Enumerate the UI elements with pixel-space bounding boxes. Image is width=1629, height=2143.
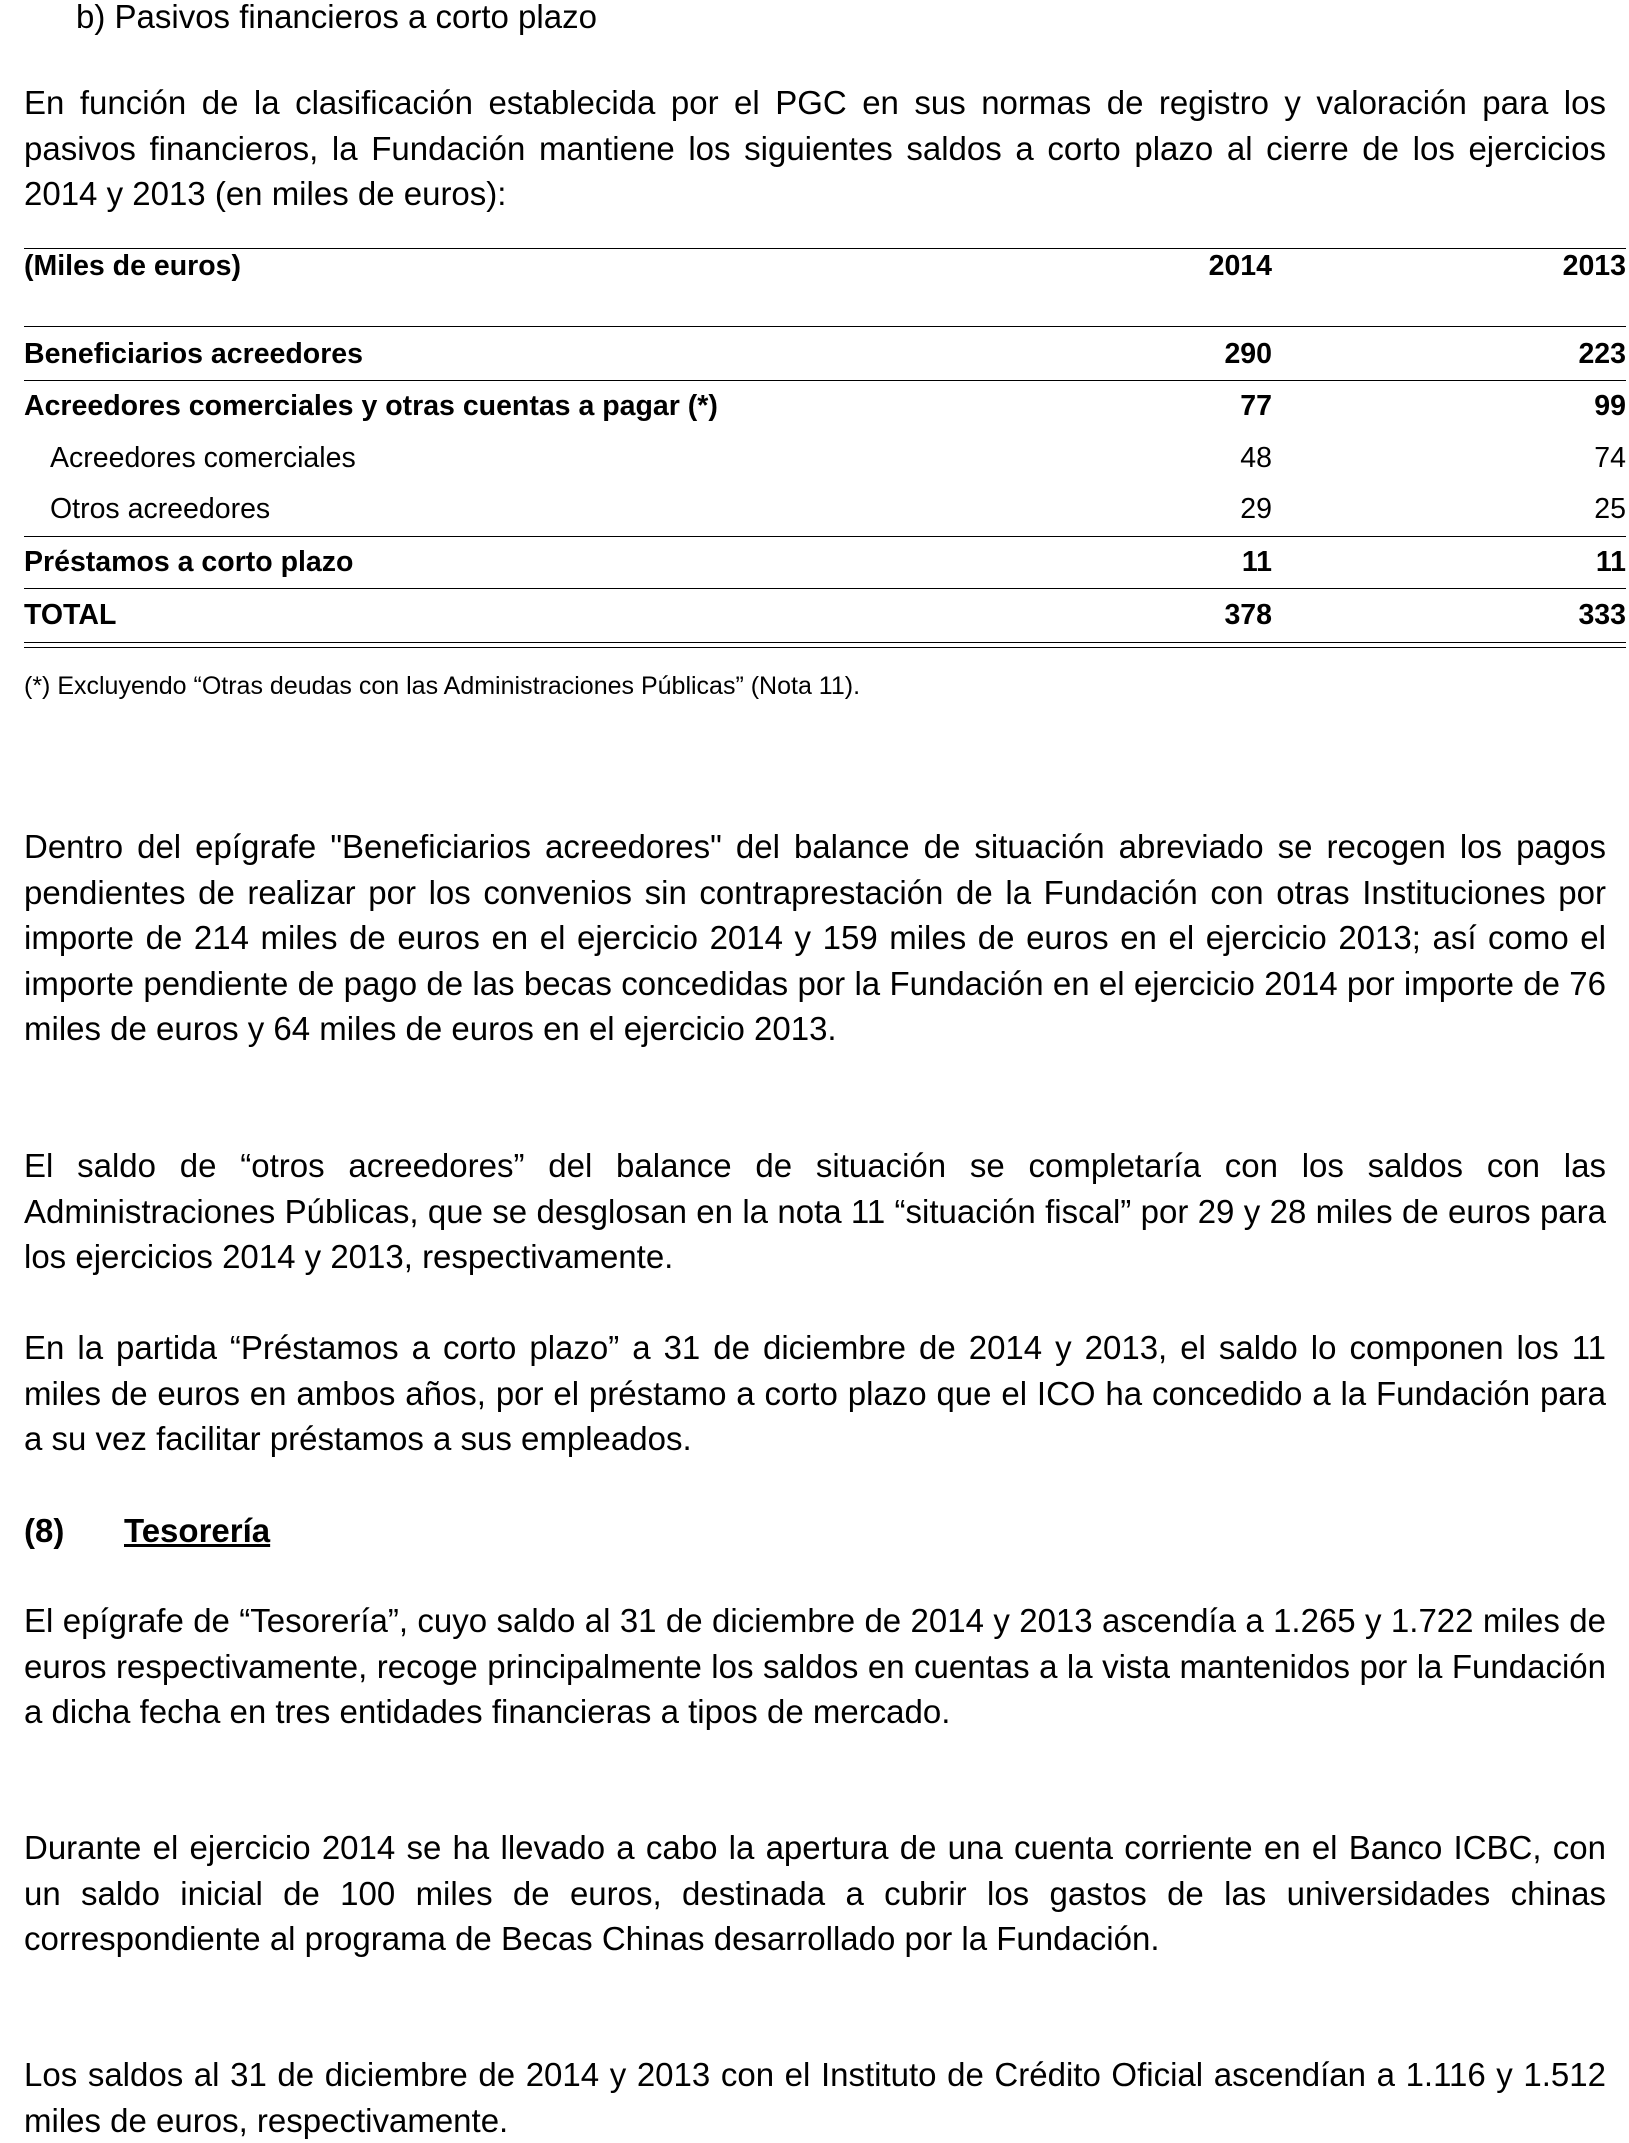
paragraph-icbc: Durante el ejercicio 2014 se ha llevado a cabo la apertura de una cuenta corriente en el Banco ICBC, con un saldo inicial de 100 miles de euros, destinada a cubrir los gastos de las universidades chinas correspondiente al programa de Becas Chinas desarrollado por la Fundación. [24,1829,1606,1957]
row-value-2013: 74 [1594,442,1626,474]
row-value-2014: 290 [1224,338,1272,370]
row-label: Préstamos a corto plazo [24,546,354,578]
row-label: Acreedores comerciales [50,442,356,474]
row-value-2013: 11 [1595,546,1626,578]
row-label: TOTAL [24,599,117,631]
paragraph-prestamos: En la partida “Préstamos a corto plazo” a 31 de diciembre de 2014 y 2013, el saldo lo componen los 11 miles de euros en ambos años, por el préstamo a corto plazo que el ICO ha concedido a la Fundación para a su vez facilitar préstamos a sus empleados. [24,1329,1606,1457]
row-label: Otros acreedores [50,493,271,525]
paragraph-tesoreria: El epígrafe de “Tesorería”, cuyo saldo al 31 de diciembre de 2014 y 2013 ascendía a 1.265 y 1.722 miles de euros respectivamente, recoge principalmente los saldos en cuentas a la vista mantenidos por la Fundación a dicha fecha en tres entidades financieras a tipos de mercado. [24,1602,1606,1730]
header-2013: 2013 [1562,250,1626,282]
section-title: Tesorería [124,1512,271,1549]
section-number: (8) [24,1512,65,1549]
header-label: (Miles de euros) [24,250,241,282]
total-double-rule-top [24,642,1626,643]
row-value-2013: 99 [1594,390,1626,422]
row-value-2014: 29 [1240,493,1272,525]
row-value-2014: 378 [1224,599,1272,631]
subheading: b) Pasivos financieros a corto plazo [76,0,597,35]
row-value-2014: 11 [1241,546,1272,578]
row-value-2013: 333 [1578,599,1626,631]
row-label: Beneficiarios acreedores [24,338,364,370]
row-rule [24,380,1626,381]
row-rule [24,588,1626,589]
header-2014: 2014 [1208,250,1272,282]
row-label: Acreedores comerciales y otras cuentas a pagar (*) [24,390,718,422]
total-double-rule-bottom [24,647,1626,648]
table-top-rule [24,248,1626,249]
row-rule [24,536,1626,537]
table-footnote: (*) Excluyendo “Otras deudas con las Administraciones Públicas” (Nota 11). [24,672,861,700]
intro-paragraph: En función de la clasificación establecida por el PGC en sus normas de registro y valoración para los pasivos financieros, la Fundación mantiene los siguientes saldos a corto plazo al cierre de los ejercicios 2014 y 2013 (en miles de euros): [24,84,1606,212]
row-value-2014: 77 [1240,390,1272,422]
paragraph-otros-acreedores: El saldo de “otros acreedores” del balance de situación se completaría con los saldos con las Administraciones Públicas, que se desglosan en la nota 11 “situación fiscal” por 29 y 28 miles de euros para los ejercicios 2014 y 2013, respectivamente. [24,1147,1606,1275]
paragraph-ico: Los saldos al 31 de diciembre de 2014 y 2013 con el Instituto de Crédito Oficial ascendían a 1.116 y 1.512 miles de euros, respectivamente. [24,2056,1606,2139]
row-value-2013: 25 [1594,493,1626,525]
paragraph-beneficiarios: Dentro del epígrafe "Beneficiarios acreedores" del balance de situación abreviado se recogen los pagos pendientes de realizar por los convenios sin contraprestación de la Fundación con otras Instituciones por importe de 214 miles de euros en el ejercicio 2014 y 159 miles de euros en el ejercicio 2013; así como el importe pendiente de pago de las becas concedidas por la Fundación en el ejercicio 2014 por importe de 76 miles de euros y 64 miles de euros en el ejercicio 2013. [24,828,1606,1047]
header-bottom-rule [24,326,1626,327]
row-value-2013: 223 [1578,338,1626,370]
row-value-2014: 48 [1240,442,1272,474]
